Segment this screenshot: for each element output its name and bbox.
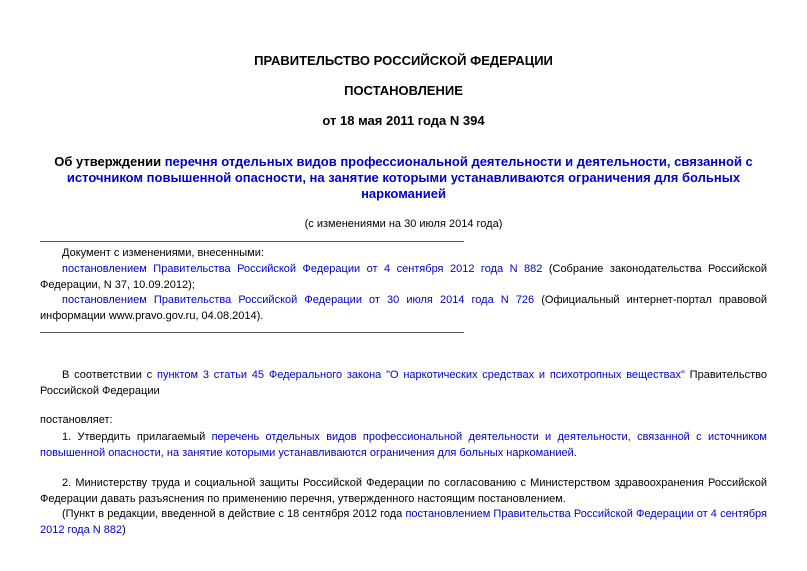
decrees-label: постановляет: xyxy=(40,414,113,426)
revision-note: (с изменениями на 30 июля 2014 года) xyxy=(304,218,503,230)
title-link[interactable]: перечня отдельных видов профессиональной деятельности и деятельности, связанной с источником повышенной опасности, на занятие которыми устанавливаются ограничения для больных наркоманией xyxy=(66,154,753,201)
preamble-prefix: В соответствии с xyxy=(62,369,157,381)
item-2-note-suffix: ) xyxy=(122,524,126,536)
item-2-note-prefix: (Пункт в редакции, введенной в действие с 18 сентября 2012 года xyxy=(62,508,406,520)
preamble-suffix: Правительство Российской Федерации xyxy=(40,369,768,397)
government-heading: ПРАВИТЕЛЬСТВО РОССИЙСКОЙ ФЕДЕРАЦИИ xyxy=(254,53,553,68)
change-source: (Официальный интернет-портал правовой информации www.pravo.gov.ru, 04.08.2014). xyxy=(40,294,767,322)
item-2-paragraph: 2. Министерству труда и социальной защиты Российской Федерации по согласованию с Министерством здравоохранения Российской Федерации давать разъяснения по применению перечня, утвержденного настоящим постановлением. xyxy=(40,477,767,505)
change-item xyxy=(40,292,767,324)
title-prefix: Об утверждении xyxy=(54,154,165,169)
item-2-note xyxy=(40,506,767,538)
list-link[interactable]: перечень отдельных видов профессиональной деятельности и деятельности, связанной с источником повышенной опасности, на занятие которыми устанавливаются ограничения для больных наркоманией xyxy=(40,431,767,459)
document-date-number: от 18 мая 2011 года N 394 xyxy=(322,113,485,128)
divider-top xyxy=(40,241,464,242)
document-title xyxy=(40,154,767,202)
item-1-suffix: . xyxy=(573,447,577,459)
item-1-paragraph xyxy=(40,429,767,461)
change-link[interactable]: постановлением Правительства Российской Федерации от 4 сентября 2012 года N 882 xyxy=(62,263,543,275)
divider-bottom xyxy=(40,332,464,333)
document-type: ПОСТАНОВЛЕНИЕ xyxy=(344,83,463,98)
law-link[interactable]: пунктом 3 статьи 45 Федерального закона "О наркотических средствах и психотропных веществах" xyxy=(156,369,685,381)
preamble-paragraph xyxy=(40,367,767,399)
change-item xyxy=(40,261,767,293)
changes-heading: Документ с изменениями, внесенными: xyxy=(62,247,264,259)
amendment-link[interactable]: постановлением Правительства Российской Федерации от 4 сентября 2012 года N 882 xyxy=(40,508,768,536)
change-source: (Собрание законодательства Российской Федерации, N 37, 10.09.2012); xyxy=(40,263,767,291)
change-link[interactable]: постановлением Правительства Российской Федерации от 30 июля 2014 года N 726 xyxy=(62,294,535,306)
item-1-prefix: 1. Утвердить прилагаемый xyxy=(62,431,212,443)
